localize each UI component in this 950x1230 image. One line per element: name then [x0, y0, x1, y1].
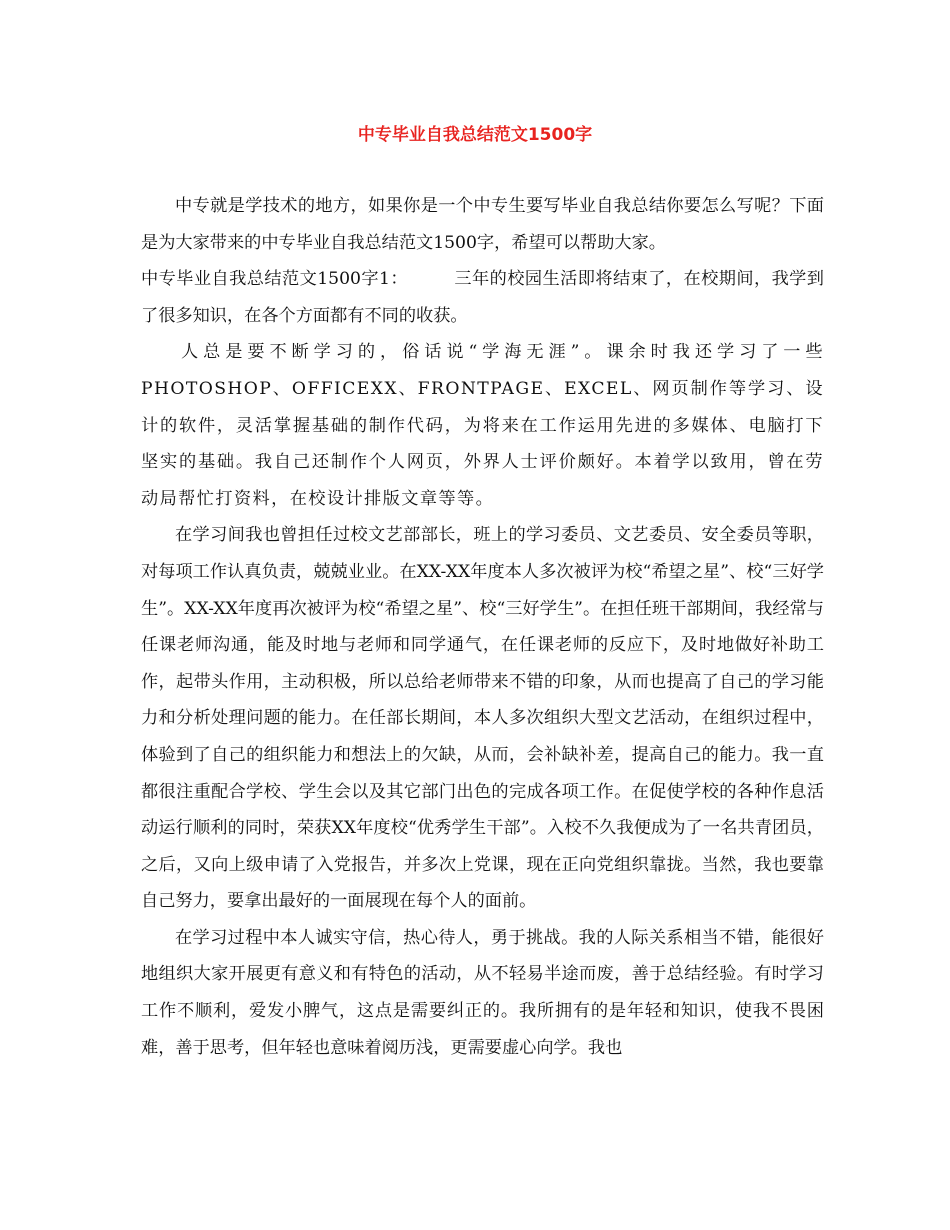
body-paragraph-2: 在学习间我也曾担任过校文艺部部长，班上的学习委员、文艺委员、安全委员等职，对每项工作认真负责，兢兢业业。在XX-XX年度本人多次被评为校“希望之星”、校“三好学生”。XX-XX年度再次被评为校“希望之星”、校“三好学生”。在担任班干部期间，我经常与任课老师沟通，能及时地与老师和同学通气，在任课老师的反应下，及时地做好补助工作，起带头作用，主动积极，所以总给老师带来不错的印象，从而也提高了自己的学习能力和分析处理问题的能力。在任部长期间，本人多次组织大型文艺活动，在组织过程中，体验到了自己的组织能力和想法上的欠缺，从而，会补缺补差，提高自己的能力。我一直都很注重配合学校、学生会以及其它部门出色的完成各项工作。在促使学校的各种作息活动运行顺利的同时，荣获XX年度校“优秀学生干部”。入校不久我便成为了一名共青团员，之后，又向上级申请了入党报告，并多次上党课，现在正向党组织靠拢。当然，我也要靠自己努力，要拿出最好的一面展现在每个人的面前。 — [141, 525, 824, 912]
body-paragraph-1: 人总是要不断学习的，俗话说“学海无涯”。课余时我还学习了一些PHOTOSHOP、OFFICEXX、FRONTPAGE、EXCEL、网页制作等学习、设计的软件，灵活掌握基础的制作代码，为将来在工作运用先进的多媒体、电脑打下坚实的基础。我自己还制作个人网页，外界人士评价颇好。本着学以致用，曾在劳动局帮忙打资料，在校设计排版文章等等。 — [141, 342, 824, 509]
section-heading-paragraph — [141, 261, 824, 334]
section-heading-text: 三年的校园生活即将结束了，在校期间，我学到了很多知识，在各个方面都有不同的收获。 — [141, 269, 824, 326]
document-title: 中专毕业自我总结范文1500字 — [357, 125, 593, 145]
section-heading-label: 中专毕业自我总结范文1500字1： — [141, 269, 408, 290]
document-body — [141, 188, 824, 1066]
intro-paragraph: 中专就是学技术的地方，如果你是一个中专生要写毕业自我总结你要怎么写呢？下面是为大家带来的中专毕业自我总结范文1500字，希望可以帮助大家。 — [141, 196, 824, 253]
body-paragraph-3: 在学习过程中本人诚实守信，热心待人，勇于挑战。我的人际关系相当不错，能很好地组织大家开展更有意义和有特色的活动，从不轻易半途而废，善于总结经验。有时学习工作不顺利，爱发小脾气，这点是需要纠正的。我所拥有的是年轻和知识，使我不畏困难，善于思考，但年轻也意味着阅历浅，更需要虚心向学。我也 — [141, 927, 824, 1058]
